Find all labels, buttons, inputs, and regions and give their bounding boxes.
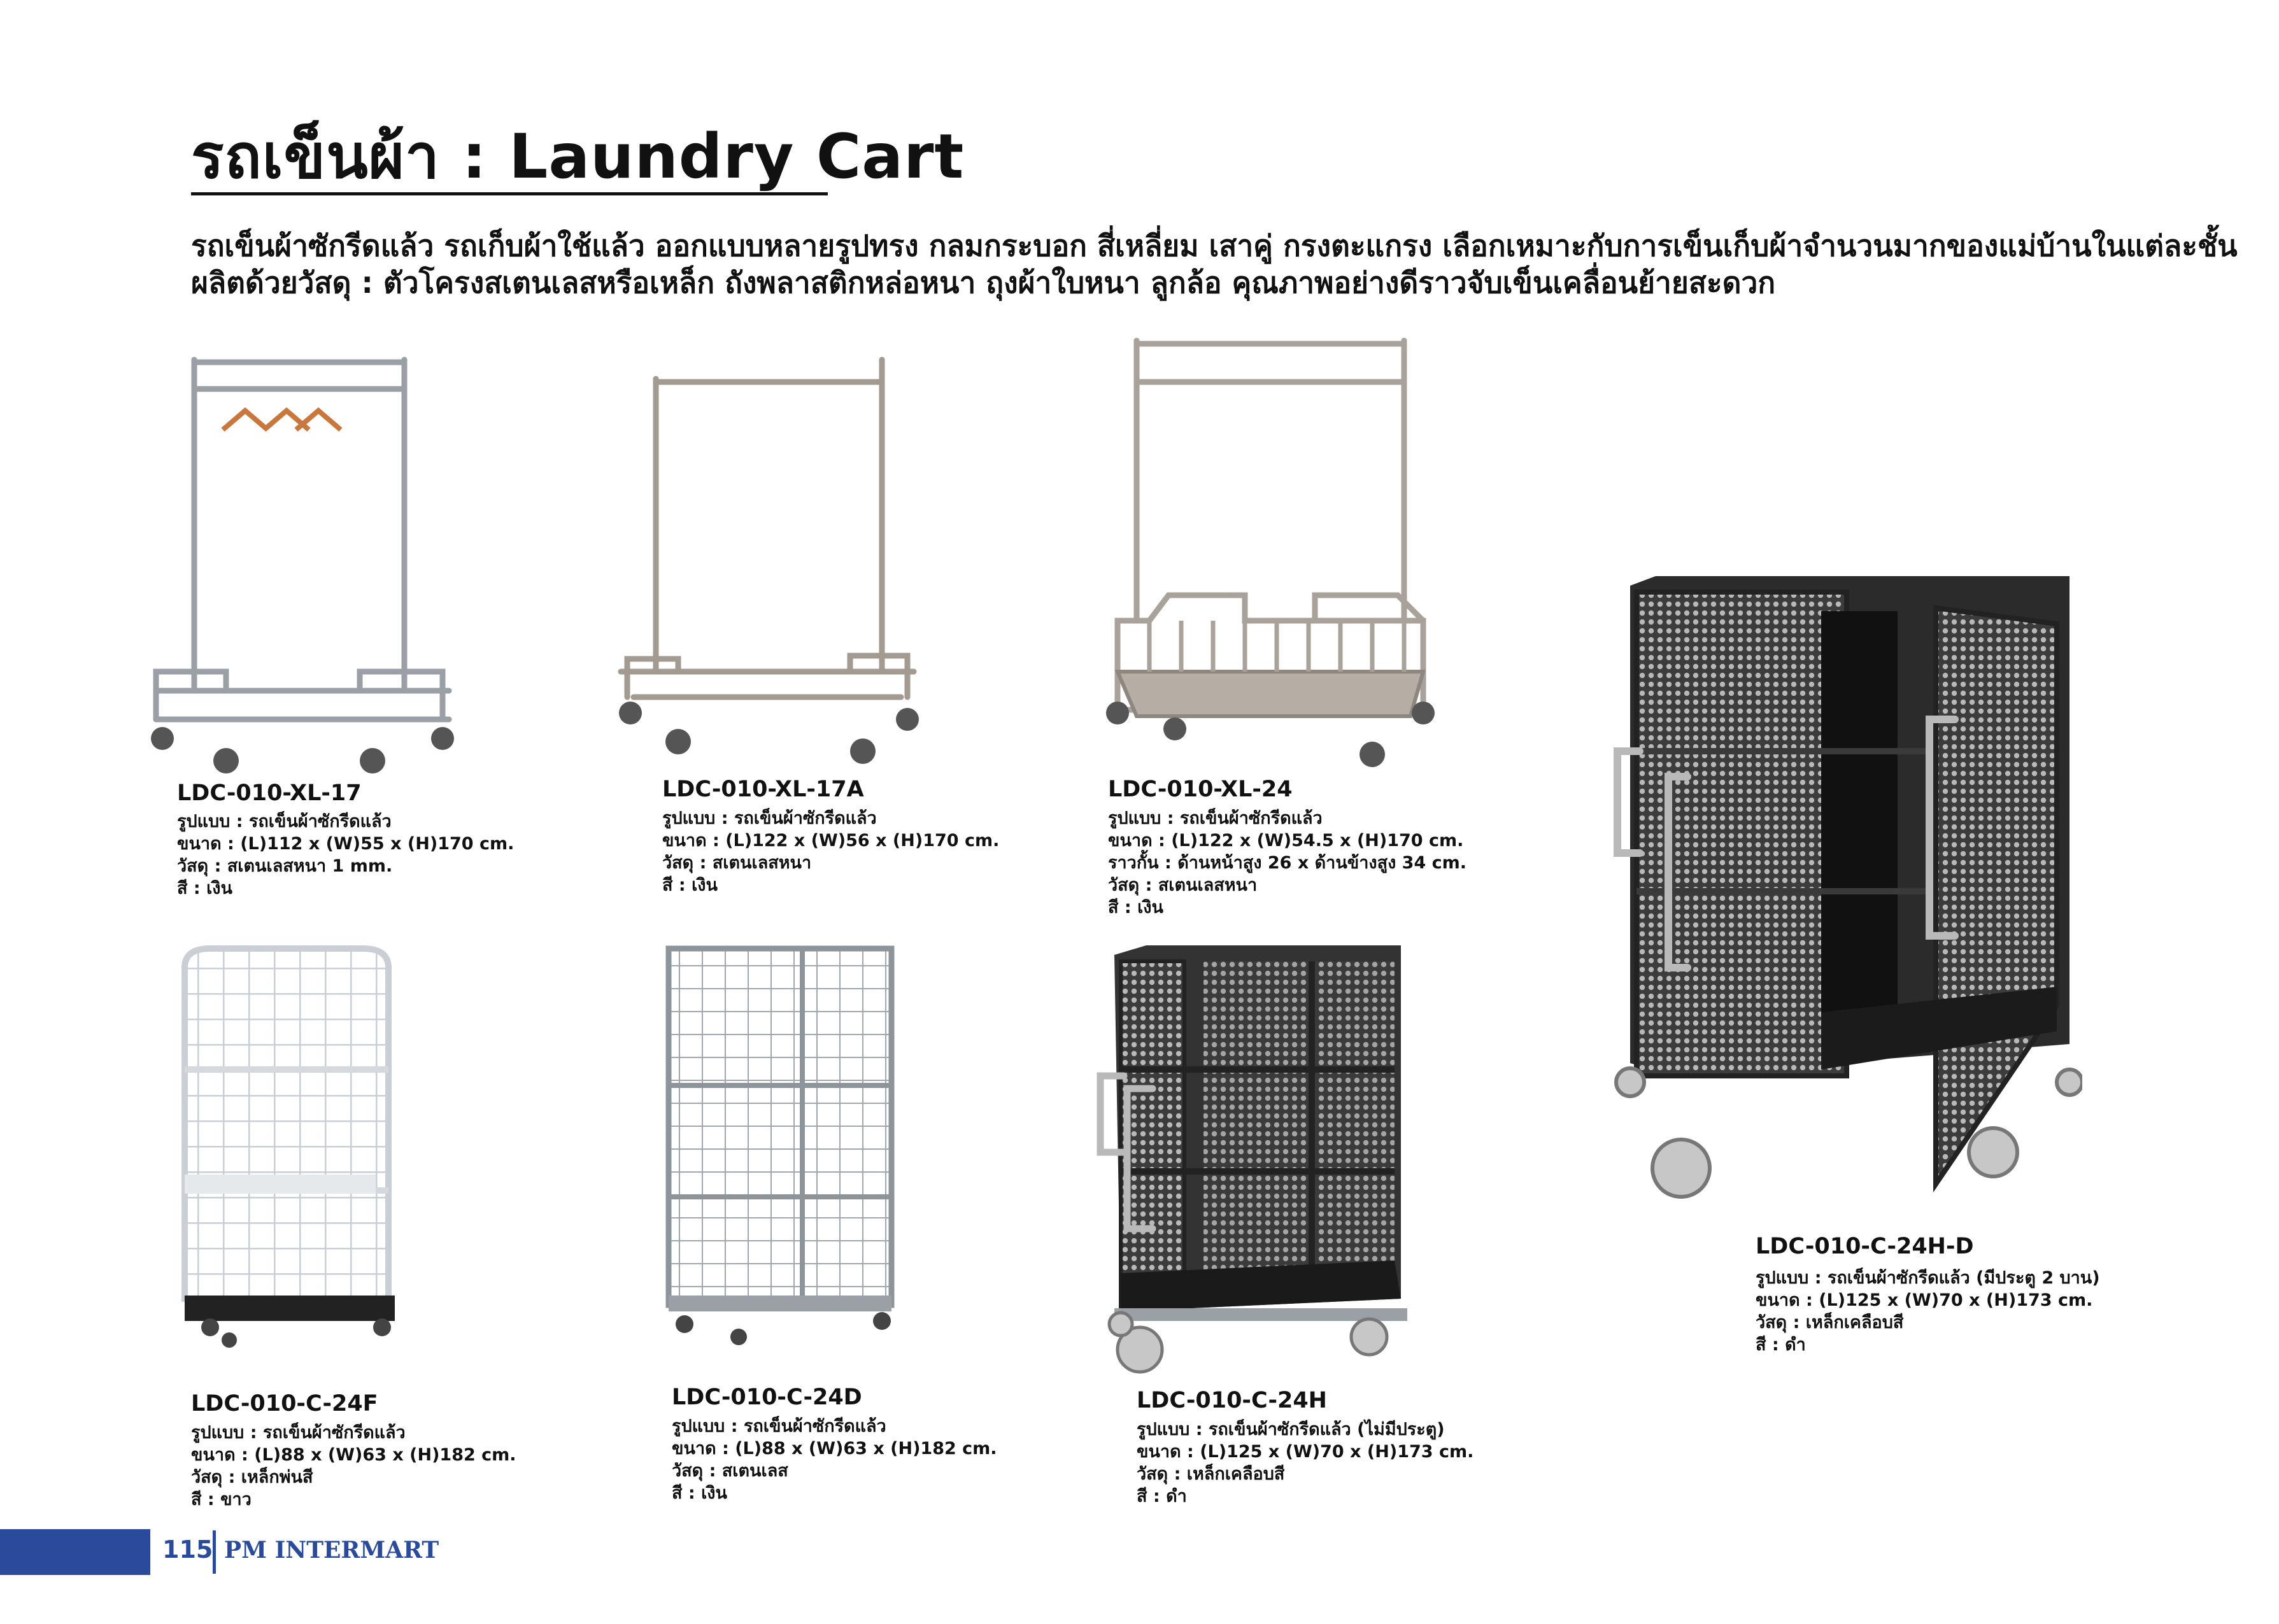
product-image-c-24h	[1076, 942, 1420, 1381]
intro-line-1: รถเข็นผ้าซักรีดแล้ว รถเก็บผ้าใช้แล้ว ออกแบบหลายรูปทรง กลมกระบอก สี่เหลี่ยม เสาคู่ กรงตะแกรง เลือกเหมาะกับการเข็นเก็บผ้าจำนวนมากของแม่บ้านในแต่ละชั้น	[191, 229, 2238, 263]
product-image-c-24d	[656, 942, 898, 1350]
spec-material: วัสดุ : เหล็กเคลือบสี	[1137, 1464, 1285, 1484]
spec-style: รูปแบบ : รถเข็นผ้าซักรีดแล้ว (ไม่มีประตู)	[1137, 1420, 1445, 1439]
spec-size: ขนาด : (L)122 x (W)56 x (H)170 cm.	[662, 831, 1000, 851]
spec-color: สี : เงิน	[662, 875, 718, 895]
product-code: LDC-010-C-24F	[191, 1391, 378, 1416]
spec-size: ขนาด : (L)125 x (W)70 x (H)173 cm.	[1756, 1290, 2093, 1310]
spec-color: สี : ดำ	[1137, 1486, 1187, 1506]
spec-style: รูปแบบ : รถเข็นผ้าซักรีดแล้ว	[191, 1423, 406, 1443]
product-code: LDC-010-C-24D	[672, 1385, 862, 1410]
spec-style: รูปแบบ : รถเข็นผ้าซักรีดแล้ว	[1108, 808, 1323, 828]
product-specs	[191, 1422, 516, 1511]
product-specs	[1756, 1267, 2100, 1356]
page-title: รถเข็นผ้า : Laundry Cart	[191, 121, 965, 192]
product-code: LDC-010-XL-17A	[662, 777, 864, 802]
spec-color: สี : เงิน	[177, 879, 232, 898]
product-specs	[1137, 1418, 1473, 1507]
spec-color: สี : เงิน	[1108, 898, 1163, 917]
product-code: LDC-010-C-24H	[1137, 1388, 1327, 1413]
spec-size: ขนาด : (L)88 x (W)63 x (H)182 cm.	[191, 1445, 516, 1465]
spec-style: รูปแบบ : รถเข็นผ้าซักรีดแล้ว (มีประตู 2 บาน)	[1756, 1268, 2100, 1288]
intro-line-2: ผลิตด้วยวัสดุ : ตัวโครงสเตนเลสหรือเหล็ก ถังพลาสติกหล่อหนา ถุงผ้าใบหนา ลูกล้อ คุณภาพอย่างดีราวจับเข็นเคลื่อนย้ายสะดวก	[191, 265, 1776, 300]
product-specs	[177, 810, 514, 900]
brand-name: PM INTERMART	[224, 1537, 439, 1564]
footer-divider	[213, 1530, 216, 1574]
spec-material: วัสดุ : สเตนเลสหนา 1 mm.	[177, 856, 393, 876]
product-specs	[672, 1415, 997, 1504]
product-image-c-24f	[172, 942, 408, 1356]
product-image-xl-24	[1092, 334, 1449, 773]
spec-size: ขนาด : (L)88 x (W)63 x (H)182 cm.	[672, 1439, 997, 1458]
spec-color: สี : เงิน	[672, 1483, 727, 1503]
spec-rail: ราวกั้น : ด้านหน้าสูง 26 x ด้านข้างสูง 34 cm.	[1108, 853, 1467, 873]
spec-material: วัสดุ : เหล็กพ่นสี	[191, 1467, 313, 1487]
product-image-c-24h-d	[1611, 573, 2082, 1203]
spec-material: วัสดุ : เหล็กเคลือบสี	[1756, 1313, 1904, 1332]
title-underline	[191, 192, 828, 195]
spec-color: สี : ขาว	[191, 1490, 252, 1509]
spec-material: วัสดุ : สเตนเลสหนา	[662, 853, 812, 873]
product-specs	[662, 807, 999, 896]
product-code: LDC-010-XL-24	[1108, 777, 1293, 802]
spec-style: รูปแบบ : รถเข็นผ้าซักรีดแล้ว	[177, 812, 392, 831]
footer-accent-bar	[0, 1529, 150, 1575]
spec-style: รูปแบบ : รถเข็นผ้าซักรีดแล้ว	[672, 1416, 886, 1436]
spec-style: รูปแบบ : รถเข็นผ้าซักรีดแล้ว	[662, 808, 877, 828]
product-image-xl-17a	[608, 353, 939, 786]
spec-size: ขนาด : (L)112 x (W)55 x (H)170 cm.	[177, 834, 515, 854]
page-number: 115	[162, 1536, 213, 1564]
product-image-xl-17	[143, 353, 474, 786]
spec-material: วัสดุ : สเตนเลส	[672, 1461, 788, 1481]
product-specs	[1108, 807, 1466, 919]
spec-size: ขนาด : (L)122 x (W)54.5 x (H)170 cm.	[1108, 831, 1464, 851]
spec-size: ขนาด : (L)125 x (W)70 x (H)173 cm.	[1137, 1442, 1474, 1462]
spec-color: สี : ดำ	[1756, 1335, 1806, 1355]
spec-material: วัสดุ : สเตนเลสหนา	[1108, 875, 1258, 895]
product-code: LDC-010-XL-17	[177, 780, 362, 806]
product-code: LDC-010-C-24H-D	[1756, 1234, 1974, 1259]
